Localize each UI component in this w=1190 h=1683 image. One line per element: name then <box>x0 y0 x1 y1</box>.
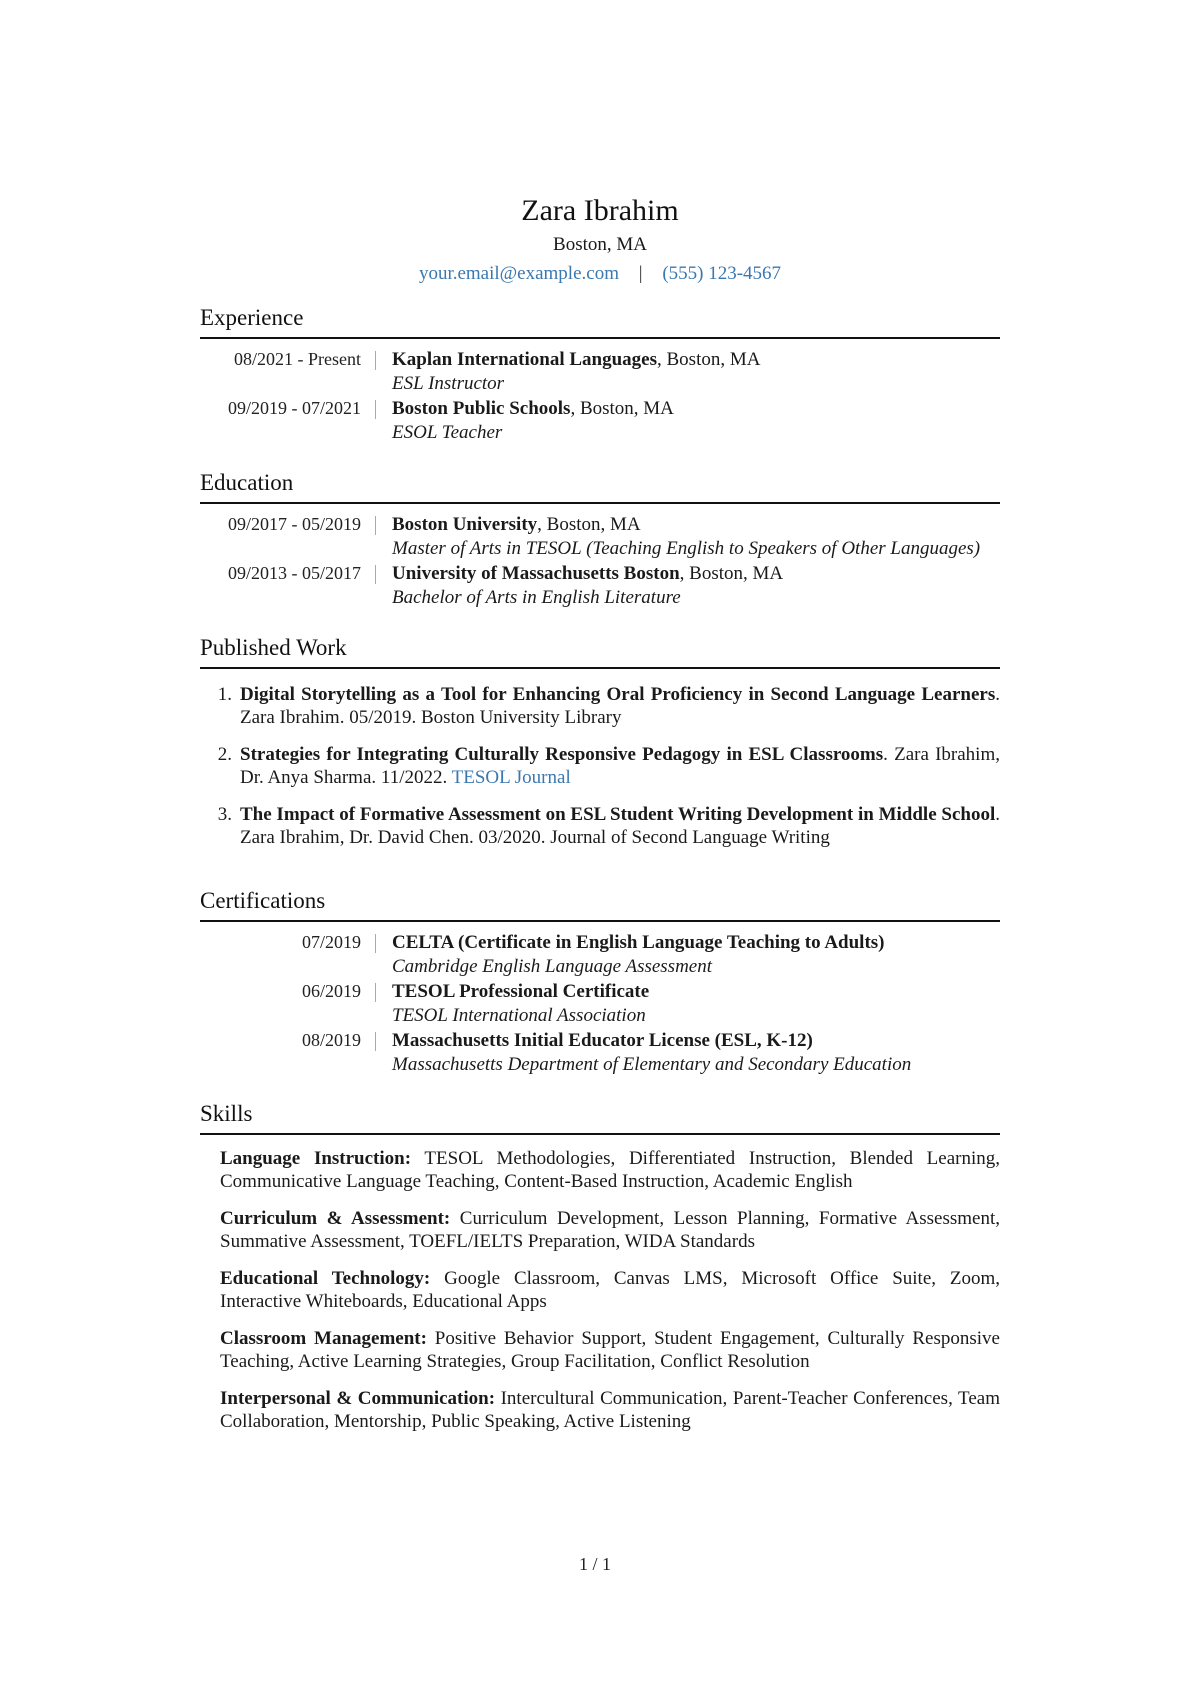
certification-entry <box>200 1029 1000 1076</box>
skill-item <box>200 1327 1000 1373</box>
publication-text <box>240 803 1000 849</box>
skill-text: Curriculum Development, Lesson Planning, Formative Assessment, Summative Assessment, TOEFL/IELTS Preparation, WIDA Standards <box>220 1208 1000 1252</box>
publication-details: . Zara Ibrahim, Dr. Anya Sharma. 11/2022. <box>240 744 1000 788</box>
contact-separator: | <box>638 263 643 284</box>
entry-title <box>392 1029 1000 1053</box>
publication-number: 2. <box>217 744 232 765</box>
entry-role: ESL Instructor <box>392 373 505 394</box>
skill-label: Classroom Management: <box>220 1328 427 1349</box>
education-heading: Education <box>200 469 1000 504</box>
publication-title: The Impact of Formative Assessment on ESL Student Writing Development in Middle School <box>240 804 996 825</box>
entry-title <box>392 980 1000 1004</box>
certification-entry <box>200 980 1000 1027</box>
entry-place: , Boston, MA <box>679 563 784 584</box>
publication-number: 3. <box>217 804 232 825</box>
entry-date: 09/2017 - 05/2019 <box>228 514 361 534</box>
skill-label: Educational Technology: <box>220 1268 431 1289</box>
certification-name: Massachusetts Initial Educator License (ESL, K-12) <box>392 1030 813 1051</box>
certification-issuer: TESOL International Association <box>392 1005 646 1026</box>
skill-item <box>200 1267 1000 1313</box>
experience-heading: Experience <box>200 304 1000 339</box>
skill-text: Google Classroom, Canvas LMS, Microsoft Office Suite, Zoom, Interactive Whiteboards, Educational Apps <box>220 1268 1001 1312</box>
entry-body <box>376 1029 1000 1076</box>
resume-page <box>200 0 1000 1683</box>
certification-issuer: Massachusetts Department of Elementary and Secondary Education <box>392 1054 912 1075</box>
certifications-heading: Certifications <box>200 887 1000 922</box>
skill-text: Positive Behavior Support, Student Engagement, Culturally Responsive Teaching, Active Learning Strategies, Group Facilitation, Conflict Resolution <box>220 1328 1000 1372</box>
skill-text: TESOL Methodologies, Differentiated Instruction, Blended Learning, Communicative Language Teaching, Content-Based Instruction, Academic English <box>220 1148 1000 1192</box>
certification-name: CELTA (Certificate in English Language Teaching to Adults) <box>392 932 885 953</box>
entry-title <box>392 348 1000 372</box>
skill-item <box>200 1147 1000 1193</box>
page-number: 1 / 1 <box>578 1554 611 1574</box>
entry-place: , Boston, MA <box>657 349 761 370</box>
experience-section <box>200 304 1000 444</box>
certification-entry <box>200 931 1000 978</box>
entry-body <box>376 348 1000 395</box>
certification-issuer: Cambridge English Language Assessment <box>392 956 713 977</box>
entry-date: 09/2013 - 05/2017 <box>228 563 361 583</box>
entry-title <box>392 562 1000 586</box>
education-section <box>200 469 1000 609</box>
publication-item <box>200 803 1000 849</box>
skill-item <box>200 1387 1000 1433</box>
publication-item <box>200 743 1000 789</box>
published-work-section <box>200 634 1000 849</box>
entry-date: 08/2019 <box>301 1030 361 1050</box>
skills-section <box>200 1100 1000 1433</box>
certifications-section <box>200 887 1000 1076</box>
skill-text: Intercultural Communication, Parent-Teacher Conferences, Team Collaboration, Mentorship, Public Speaking, Active Listening <box>220 1388 1000 1432</box>
publication-venue-link[interactable]: TESOL Journal <box>451 767 571 788</box>
entry-degree: Master of Arts in TESOL (Teaching English to Speakers of Other Languages) <box>392 538 981 559</box>
publication-number: 1. <box>217 684 232 705</box>
skill-label: Language Instruction: <box>220 1148 412 1169</box>
entry-body <box>376 931 1000 978</box>
phone-link[interactable]: (555) 123-4567 <box>662 263 782 284</box>
certification-name: TESOL Professional Certificate <box>392 981 650 1002</box>
entry-org: University of Massachusetts Boston <box>392 563 680 584</box>
candidate-location: Boston, MA <box>553 234 647 255</box>
entry-title <box>392 397 1000 421</box>
contact-line <box>200 262 1000 285</box>
entry-body <box>376 980 1000 1027</box>
entry-org: Boston University <box>392 514 538 535</box>
entry-org: Boston Public Schools <box>392 398 571 419</box>
publication-details: . Zara Ibrahim, Dr. David Chen. 03/2020. Journal of Second Language Writing <box>240 804 1000 848</box>
education-entry <box>200 562 1000 609</box>
entry-date: 08/2021 - Present <box>234 349 361 369</box>
entry-body <box>376 397 1000 444</box>
entry-role: ESOL Teacher <box>392 422 503 443</box>
published-work-heading: Published Work <box>200 634 1000 669</box>
entry-org: Kaplan International Languages <box>392 349 657 370</box>
entry-date: 07/2019 <box>301 932 361 952</box>
publication-text <box>240 743 1000 789</box>
publication-list <box>200 683 1000 849</box>
entry-title <box>392 931 1000 955</box>
skill-label: Interpersonal & Communication: <box>220 1388 496 1409</box>
entry-place: , Boston, MA <box>570 398 674 419</box>
entry-date: 09/2019 - 07/2021 <box>228 398 361 418</box>
skill-label: Curriculum & Assessment: <box>220 1208 451 1229</box>
publication-details: . Zara Ibrahim. 05/2019. Boston University Library <box>240 684 1000 728</box>
entry-date: 06/2019 <box>301 981 361 1001</box>
candidate-name: Zara Ibrahim <box>521 194 679 227</box>
publication-text <box>240 683 1000 729</box>
entry-title <box>392 513 1000 537</box>
publication-title: Digital Storytelling as a Tool for Enhancing Oral Proficiency in Second Language Learners <box>240 684 996 705</box>
entry-degree: Bachelor of Arts in English Literature <box>392 587 681 608</box>
entry-body <box>376 562 1000 609</box>
skills-list <box>200 1147 1000 1433</box>
experience-entry <box>200 397 1000 444</box>
skills-heading: Skills <box>200 1100 1000 1135</box>
resume-header <box>200 193 1000 285</box>
publication-title: Strategies for Integrating Culturally Responsive Pedagogy in ESL Classrooms <box>240 744 884 765</box>
education-entry <box>200 513 1000 560</box>
experience-entry <box>200 348 1000 395</box>
skill-item <box>200 1207 1000 1253</box>
entry-place: , Boston, MA <box>537 514 641 535</box>
entry-body <box>376 513 1000 560</box>
email-link[interactable]: your.email@example.com <box>418 263 619 284</box>
publication-item <box>200 683 1000 729</box>
